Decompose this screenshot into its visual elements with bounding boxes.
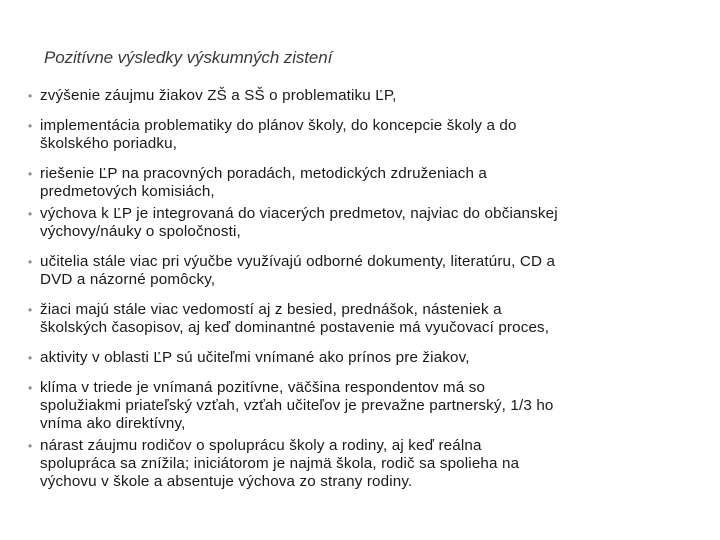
bullet-text: žiaci majú stále viac vedomostí aj z besied, prednášok, násteniek a školských časopisov, aj keď dominantné postavenie má vyučovací proces, [40, 301, 550, 336]
bullet-marker: • [28, 255, 33, 269]
bullet-item-9 [28, 437, 708, 491]
bullet-text: nárast záujmu rodičov o spoluprácu školy a rodiny, aj keď reálna spolupráca sa znížila; iniciátorom je najmä škola, rodič sa spolieha na výchovu v škole a absentuje výchova zo strany rodiny. [40, 437, 520, 490]
bullet-item-2 [28, 117, 708, 153]
bullet-text: implementácia problematiky do plánov školy, do koncepcie školy a do školského poriadku, [40, 117, 517, 152]
bullet-marker: • [28, 119, 33, 133]
bullet-marker: • [28, 439, 33, 453]
bullet-marker: • [28, 167, 33, 181]
bullet-text: zvýšenie záujmu žiakov ZŠ a SŠ o problematiku ĽP, [40, 87, 397, 104]
bullet-marker: • [28, 303, 33, 317]
bullet-text: aktivity v oblasti ĽP sú učiteľmi vnímané ako prínos pre žiakov, [40, 349, 470, 366]
bullet-item-6 [28, 301, 708, 337]
bullet-marker: • [28, 89, 33, 103]
bullet-item-4 [28, 205, 708, 241]
bullet-text: klíma v triede je vnímaná pozitívne, väčšina respondentov má so spolužiakmi priateľský vzťah, vzťah učiteľov je prevažne partnerský, 1/3 ho vníma ako direktívny, [40, 379, 554, 432]
bullet-item-3 [28, 165, 708, 201]
bullet-marker: • [28, 207, 33, 221]
bullet-text: výchova k ĽP je integrovaná do viacerých predmetov, najviac do občianskej výchovy/náuky o spoločnosti, [40, 205, 558, 240]
bullet-marker: • [28, 381, 33, 395]
bullet-marker: • [28, 351, 33, 365]
bullet-list [28, 87, 708, 503]
bullet-item-1 [28, 87, 708, 105]
bullet-text: riešenie ĽP na pracovných poradách, metodických združeniach a predmetových komisiách, [40, 165, 488, 200]
bullet-text: učitelia stále viac pri výučbe využívajú odborné dokumenty, literatúru, CD a DVD a názorné pomôcky, [40, 253, 556, 288]
bullet-item-5 [28, 253, 708, 289]
bullet-item-7 [28, 349, 708, 367]
slide-title: Pozitívne výsledky výskumných zistení [44, 48, 333, 67]
bullet-item-8 [28, 379, 708, 433]
